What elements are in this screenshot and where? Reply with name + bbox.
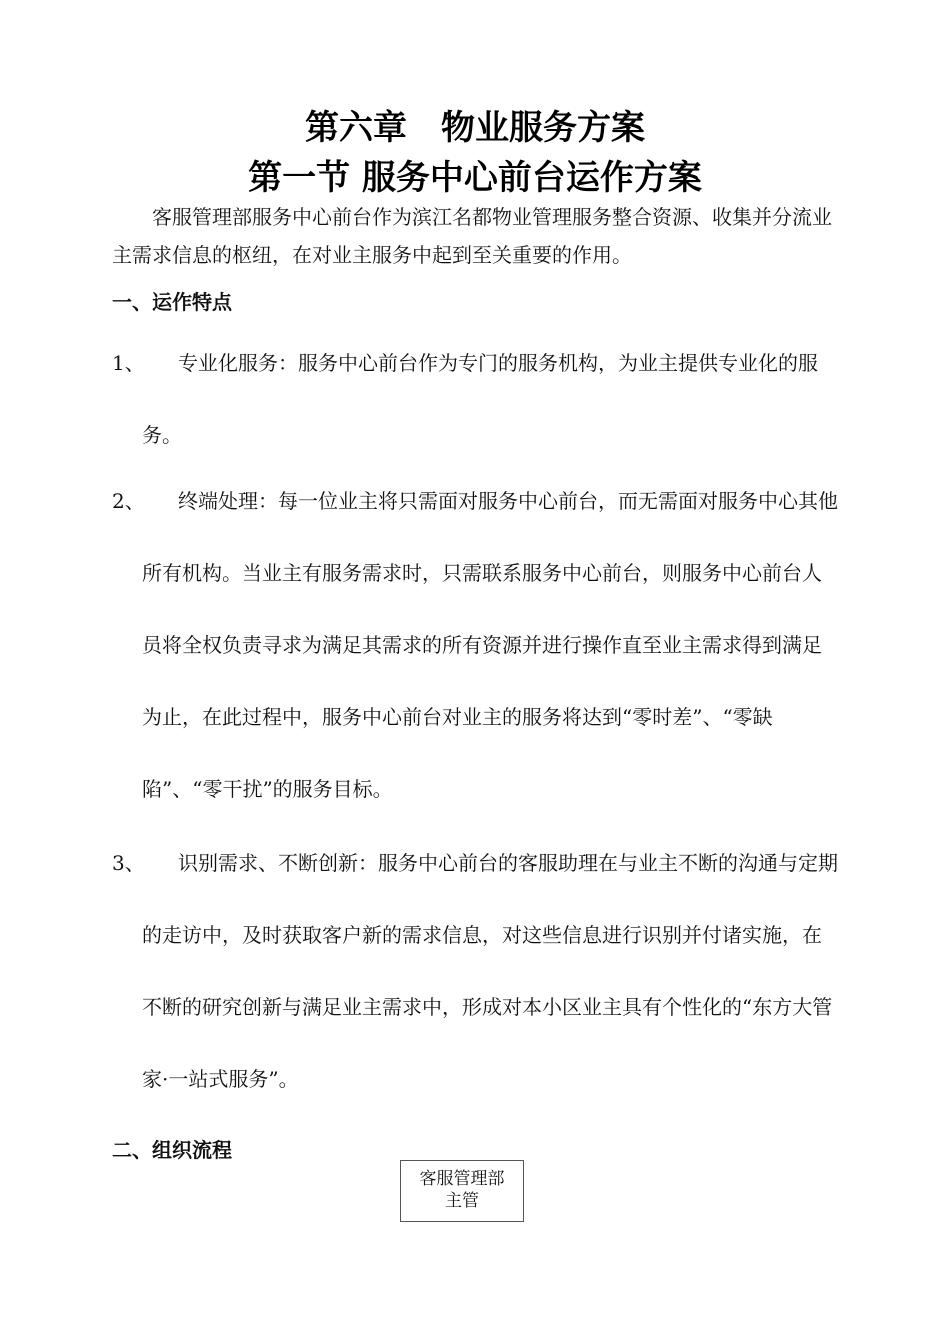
intro-paragraph: 客服管理部服务中心前台作为滨江名都物业管理服务整合资源、收集并分流业主需求信息的枢纽，在对业主服务中起到至关重要的作用。	[112, 205, 832, 267]
heading-org-process: 二、组织流程	[112, 1138, 232, 1162]
list-item-text: 终端处理：每一位业主将只需面对服务中心前台，而无需面对服务中心其他所有机构。当业主有服务需求时，只需联系服务中心前台，则服务中心前台人员将全权负责寻求为满足其需求的所有资源并进行操作直至业主需求得到满足为止，在此过程中，服务中心前台对业主的服务将达到“零时差”、“零缺陷”、“零干扰”的服务目标。	[142, 489, 838, 801]
chapter-title: 第六章 物业服务方案	[305, 108, 645, 148]
list-item-number: 3、	[112, 851, 145, 875]
list-item-number: 1、	[112, 351, 145, 375]
section-title: 第一节 服务中心前台运作方案	[248, 158, 702, 198]
org-box-line: 客服管理部	[419, 1169, 505, 1189]
org-chart-box-customer-service-supervisor	[400, 1160, 524, 1222]
org-box-line: 主管	[445, 1191, 479, 1211]
list-item-text: 识别需求、不断创新：服务中心前台的客服助理在与业主不断的沟通与定期的走访中，及时获取客户新的需求信息，对这些信息进行识别并付诸实施，在不断的研究创新与满足业主需求中，形成对本小区业主具有个性化的“东方大管家·一站式服务”。	[142, 851, 838, 1091]
heading-operation-features: 一、运作特点	[112, 290, 232, 314]
list-item-text: 专业化服务：服务中心前台作为专门的服务机构，为业主提供专业化的服务。	[142, 351, 818, 447]
list-item-number: 2、	[112, 489, 145, 513]
